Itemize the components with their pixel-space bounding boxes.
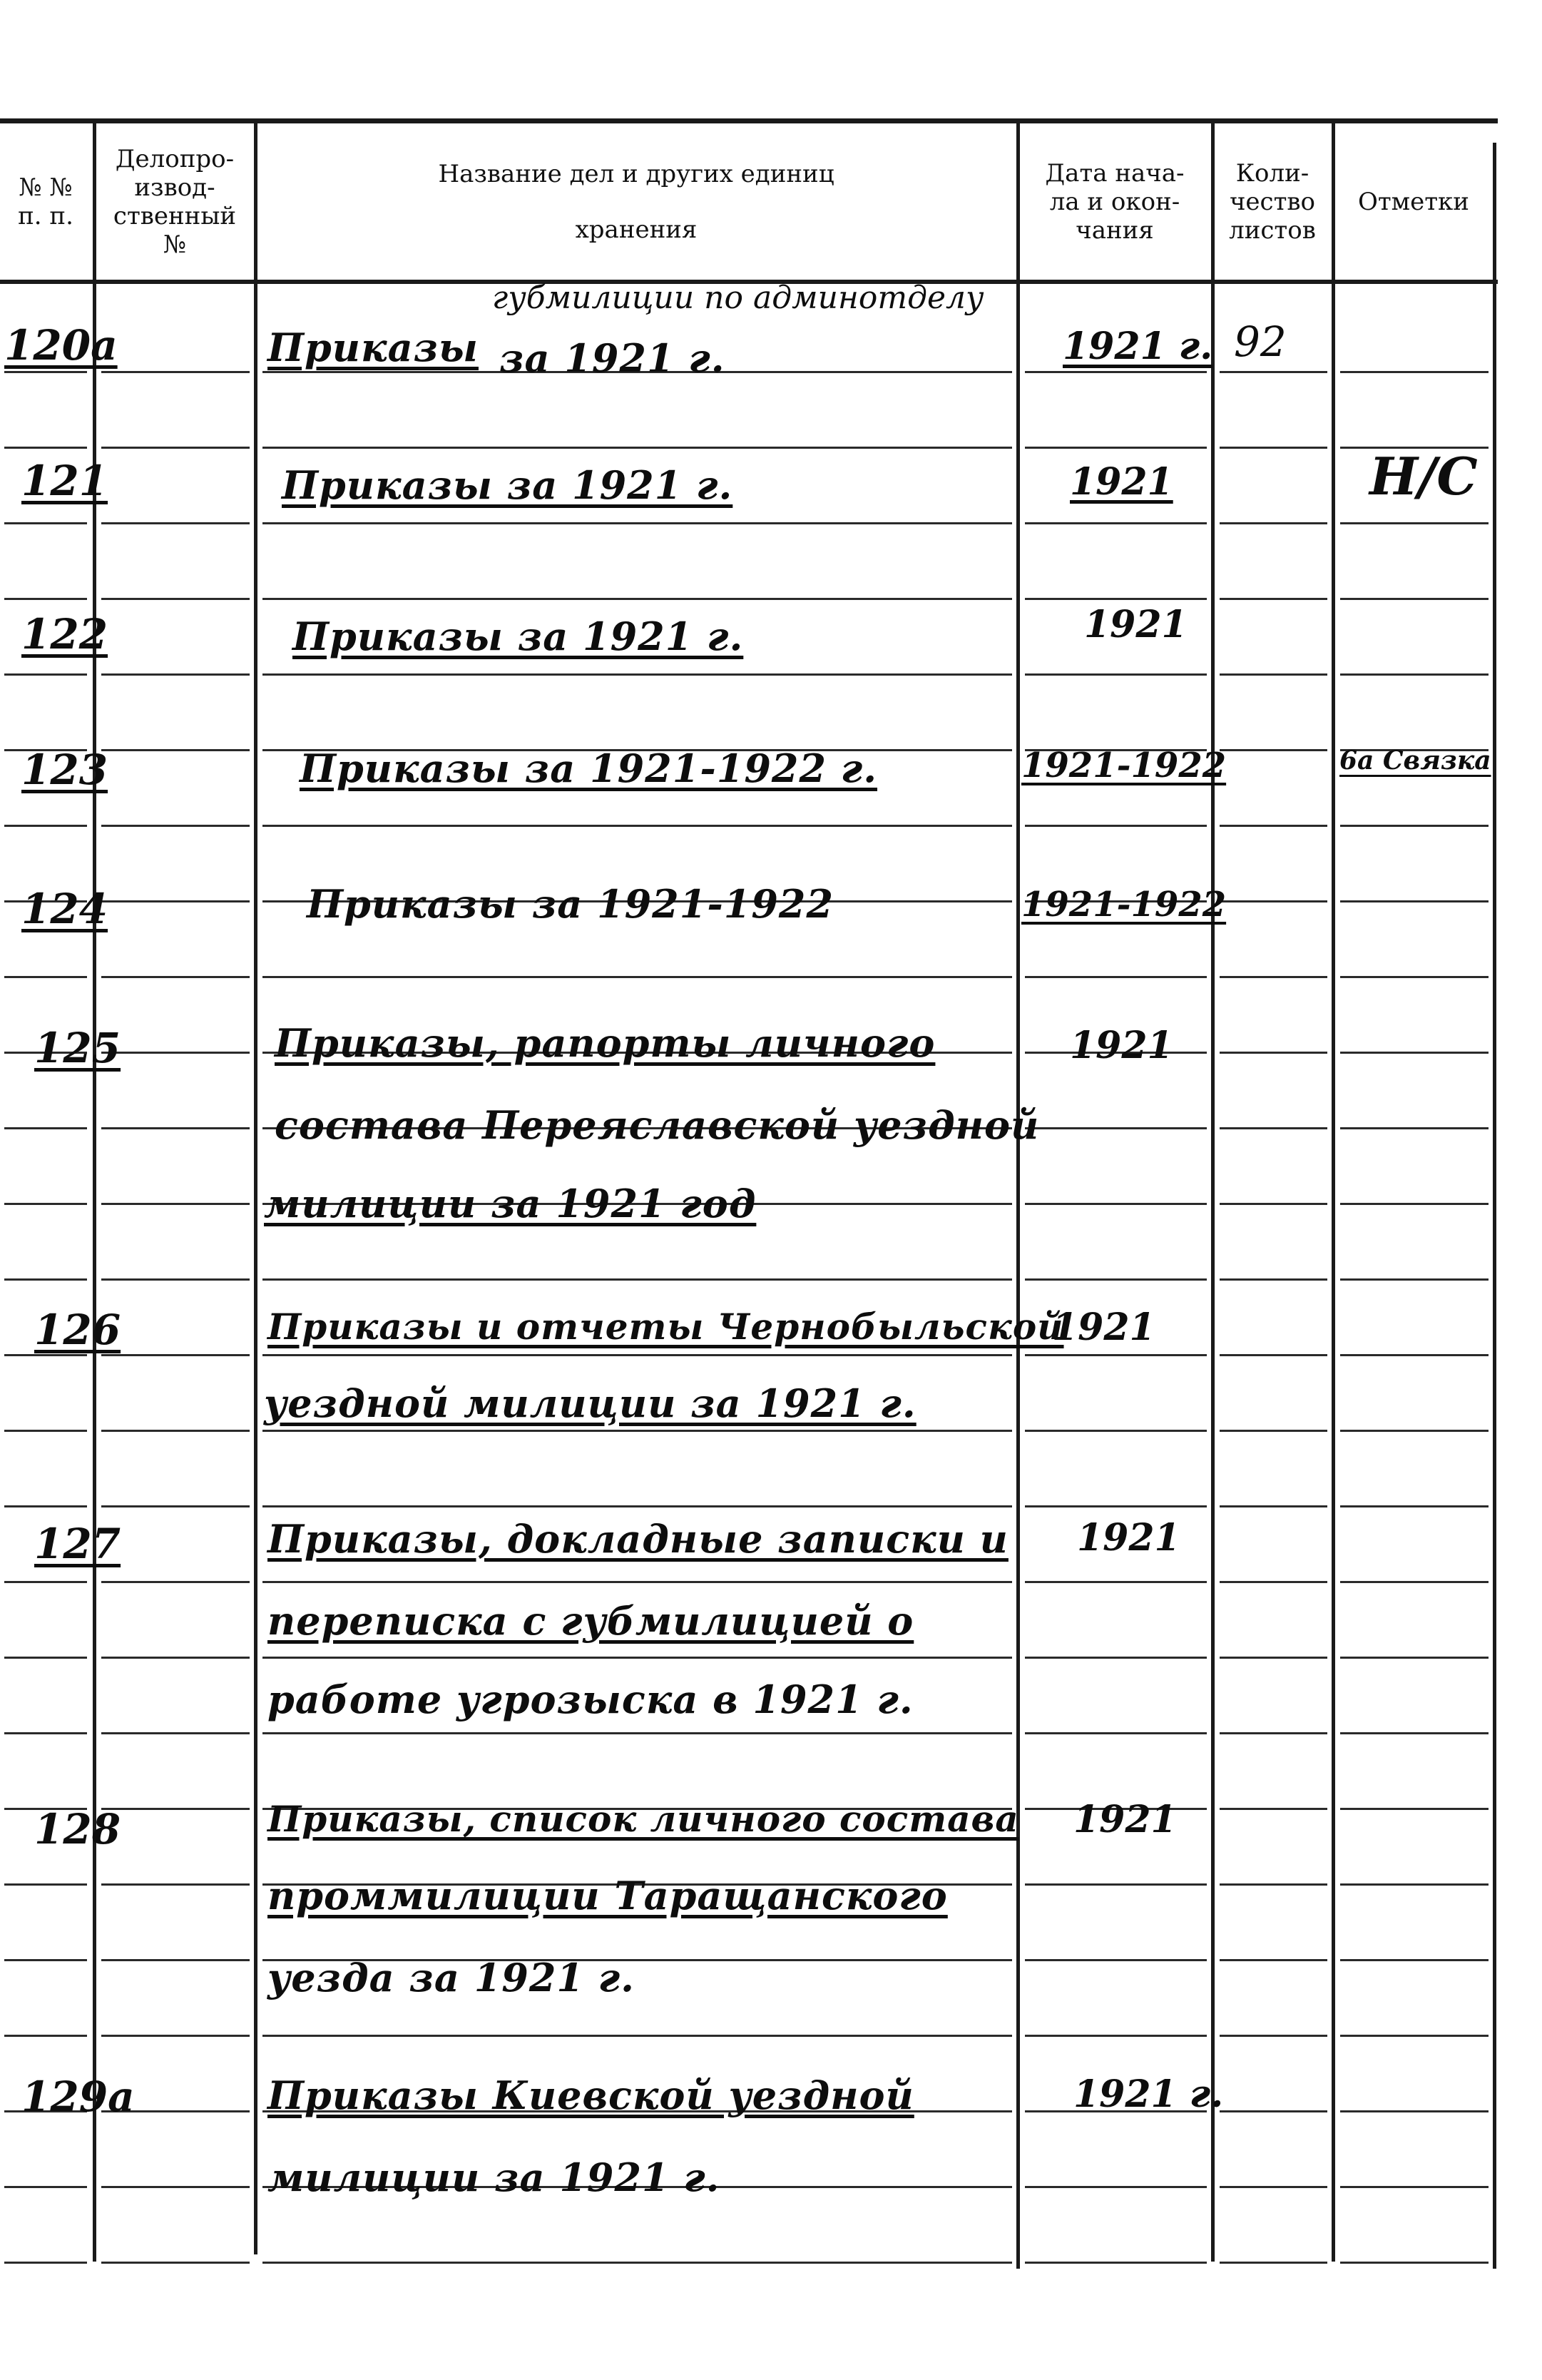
- ruled-line: [262, 976, 1012, 978]
- row-number: 128: [34, 1805, 121, 1853]
- ruled-line: [262, 2262, 1012, 2264]
- ruled-line: [101, 1883, 250, 1886]
- title-line: уездной милиции за 1921 г.: [264, 1380, 916, 1426]
- ruled-line: [1025, 1505, 1207, 1507]
- ruled-line: [4, 976, 87, 978]
- ruled-line: [262, 825, 1012, 827]
- header-title: [258, 127, 1014, 277]
- column-divider: [254, 121, 257, 2254]
- ruled-line: [262, 598, 1012, 600]
- ruled-line: [1025, 673, 1207, 676]
- ruled-line: [1220, 1430, 1327, 1432]
- title-line: Приказы и отчеты Чернобыльской: [267, 1306, 1064, 1348]
- date-range: 1921: [1077, 1516, 1180, 1560]
- title-line: уезда за 1921 г.: [267, 1955, 635, 2000]
- row-number: 123: [21, 746, 108, 794]
- ruled-line: [1220, 1354, 1327, 1356]
- ruled-line: [1340, 1732, 1489, 1734]
- ruled-line: [1340, 1052, 1489, 1054]
- ruled-line: [101, 2186, 250, 2188]
- ruled-line: [1220, 673, 1327, 676]
- ruled-line: [1340, 1203, 1489, 1205]
- ruled-line: [101, 2035, 250, 2037]
- ruled-line: [4, 2035, 87, 2037]
- ruled-line: [1340, 522, 1489, 524]
- ruled-line: [262, 1430, 1012, 1432]
- ruled-line: [4, 1883, 87, 1886]
- title-line: за 1921 г.: [499, 335, 725, 381]
- ruled-line: [1220, 1883, 1327, 1886]
- ruled-line: [101, 447, 250, 449]
- ruled-line: [4, 447, 87, 449]
- ruled-line: [1220, 1278, 1327, 1281]
- ruled-line: [101, 598, 250, 600]
- ruled-line: [1220, 598, 1327, 600]
- ruled-line: [4, 371, 87, 373]
- ruled-line: [4, 1581, 87, 1583]
- date-range: 1921-1922: [1021, 885, 1227, 925]
- ruled-line: [101, 673, 250, 676]
- ruled-line: [1220, 1657, 1327, 1659]
- ruled-line: [1340, 900, 1489, 902]
- ruled-line: [1025, 2262, 1207, 2264]
- ruled-line: [4, 1127, 87, 1129]
- column-divider: [93, 121, 96, 2262]
- ruled-line: [1340, 1354, 1489, 1356]
- ruled-line: [1340, 1505, 1489, 1507]
- row-number: 121: [21, 457, 108, 505]
- ruled-line: [101, 1052, 250, 1054]
- ruled-line: [1340, 825, 1489, 827]
- title-line: Приказы Киевской уездной: [267, 2073, 914, 2118]
- ruled-line: [1220, 976, 1327, 978]
- ruled-line: [4, 598, 87, 600]
- ruled-line: [101, 1505, 250, 1507]
- ruled-line: [1025, 1581, 1207, 1583]
- title-line: Приказы, рапорты личного: [275, 1020, 936, 1066]
- header-number: № № п. п.: [18, 173, 73, 230]
- ruled-line: [4, 825, 87, 827]
- date-range: 1921: [1070, 1024, 1173, 1067]
- ruled-line: [1025, 598, 1207, 600]
- date-range: 1921: [1052, 1306, 1155, 1349]
- ruled-line: [262, 1505, 1012, 1507]
- title-line: милиции за 1921 год: [264, 1181, 757, 1226]
- ruled-line: [1025, 1732, 1207, 1734]
- ruled-line: [1025, 1278, 1207, 1281]
- title-line: работе угрозыска в 1921 г.: [267, 1677, 914, 1722]
- ruled-line: [1220, 1581, 1327, 1583]
- ruled-line: [1220, 900, 1327, 902]
- ruled-line: [1025, 2035, 1207, 2037]
- ruled-line: [101, 1203, 250, 1205]
- title-line: состава Переяславской уездной: [275, 1102, 1040, 1148]
- ruled-line: [1025, 1883, 1207, 1886]
- date-range: 1921-1922: [1021, 746, 1227, 785]
- ruled-line: [1340, 2035, 1489, 2037]
- ruled-line: [1340, 1883, 1489, 1886]
- row-number: 129а: [21, 2073, 135, 2121]
- ruled-line: [1220, 2262, 1327, 2264]
- ruled-line: [1220, 371, 1327, 373]
- ruled-line: [1340, 1581, 1489, 1583]
- ruled-line: [1340, 2186, 1489, 2188]
- header-office-number: Делопро- извод- ственный №: [113, 145, 237, 259]
- note-mark: Н/С: [1369, 446, 1478, 507]
- ruled-line: [1025, 522, 1207, 524]
- ruled-line: [101, 900, 250, 902]
- header-title-line-2: хранения: [575, 215, 698, 244]
- ruled-line: [1025, 1203, 1207, 1205]
- date-range: 1921 г.: [1073, 2073, 1224, 2116]
- ruled-line: [4, 1278, 87, 1281]
- ruled-line: [101, 371, 250, 373]
- ruled-line: [1220, 1127, 1327, 1129]
- title-line: Приказы за 1921 г.: [292, 614, 744, 659]
- ruled-line: [4, 1203, 87, 1205]
- ruled-line: [4, 1354, 87, 1356]
- ruled-line: [4, 1505, 87, 1507]
- header-title-line-1: Название дел и других единиц: [438, 160, 834, 188]
- ruled-line: [4, 1732, 87, 1734]
- date-range: 1921 г.: [1063, 325, 1213, 368]
- ruled-line: [1220, 1505, 1327, 1507]
- ruled-line: [1220, 2035, 1327, 2037]
- title-line: милиции за 1921 г.: [267, 2155, 720, 2200]
- ruled-line: [101, 1959, 250, 1961]
- column-divider: [1332, 121, 1335, 2262]
- ruled-line: [1220, 1959, 1327, 1961]
- ruled-line: [1025, 1657, 1207, 1659]
- header-notes: Отметки: [1358, 188, 1469, 216]
- ruled-line: [262, 1278, 1012, 1281]
- column-divider: [1493, 143, 1496, 2269]
- ruled-line: [262, 1354, 1012, 1356]
- ruled-line: [1340, 1127, 1489, 1129]
- ruled-line: [101, 976, 250, 978]
- ruled-line: [262, 1732, 1012, 1734]
- ruled-line: [1340, 1657, 1489, 1659]
- table-top-rule: [0, 118, 1498, 123]
- ruled-line: [1025, 976, 1207, 978]
- ruled-line: [4, 673, 87, 676]
- ruled-line: [1340, 1430, 1489, 1432]
- ruled-line: [262, 673, 1012, 676]
- ruled-line: [101, 825, 250, 827]
- header-dates: Дата нача- ла и окон- чания: [1045, 159, 1185, 245]
- title-line: Приказы, докладные записки и: [267, 1516, 1009, 1562]
- ruled-line: [101, 522, 250, 524]
- ruled-line: [1025, 1127, 1207, 1129]
- ruled-line: [1220, 522, 1327, 524]
- ruled-line: [1220, 749, 1327, 751]
- ruled-line: [101, 2262, 250, 2264]
- ruled-line: [1340, 1808, 1489, 1810]
- date-range: 1921: [1070, 460, 1173, 504]
- title-line: Приказы, список личного состава: [267, 1798, 1019, 1840]
- title-line: Приказы за 1921-1922: [307, 881, 834, 927]
- ruled-line: [262, 522, 1012, 524]
- ruled-line: [101, 1354, 250, 1356]
- title-insert: губмилиции по админотделу: [492, 280, 984, 316]
- ruled-line: [262, 447, 1012, 449]
- ruled-line: [4, 1959, 87, 1961]
- ruled-line: [1220, 447, 1327, 449]
- ruled-line: [1220, 2110, 1327, 2112]
- title-line: переписка с губмилицией о: [267, 1598, 914, 1644]
- title-line: проммилиции Таращанского: [267, 1873, 948, 1918]
- ruled-line: [1025, 371, 1207, 373]
- row-number: 127: [34, 1520, 121, 1568]
- row-number: 126: [34, 1306, 121, 1354]
- ruled-line: [101, 1732, 250, 1734]
- ruled-line: [1220, 1052, 1327, 1054]
- ruled-line: [262, 2035, 1012, 2037]
- column-divider: [1211, 121, 1215, 2262]
- title-line: Приказы: [267, 325, 479, 370]
- ruled-line: [1340, 673, 1489, 676]
- ruled-line: [1340, 976, 1489, 978]
- title-line: Приказы за 1921-1922 г.: [300, 746, 878, 791]
- ruled-line: [1025, 2186, 1207, 2188]
- sheet-count: 92: [1234, 317, 1287, 366]
- date-range: 1921: [1073, 1798, 1177, 1841]
- ruled-line: [101, 749, 250, 751]
- ruled-line: [101, 1657, 250, 1659]
- ruled-line: [1220, 1808, 1327, 1810]
- ruled-line: [101, 1278, 250, 1281]
- row-number: 124: [21, 885, 108, 933]
- ruled-line: [1340, 598, 1489, 600]
- ruled-line: [1340, 371, 1489, 373]
- ruled-line: [4, 2262, 87, 2264]
- row-number: 122: [21, 610, 108, 658]
- ruled-line: [1025, 1959, 1207, 1961]
- ruled-line: [1025, 825, 1207, 827]
- ruled-line: [1340, 2110, 1489, 2112]
- ruled-line: [4, 522, 87, 524]
- ruled-line: [1220, 1203, 1327, 1205]
- column-divider: [1016, 121, 1020, 2269]
- note-mark: 6а Связка: [1339, 746, 1491, 775]
- ruled-line: [4, 1430, 87, 1432]
- ruled-line: [1220, 825, 1327, 827]
- ruled-line: [1340, 1959, 1489, 1961]
- title-line: Приказы за 1921 г.: [282, 462, 733, 508]
- ruled-line: [4, 1657, 87, 1659]
- header-sheet-count: Коли- чество листов: [1229, 159, 1316, 245]
- ruled-line: [101, 1581, 250, 1583]
- ruled-line: [262, 1657, 1012, 1659]
- ruled-line: [1025, 447, 1207, 449]
- row-number: 120а: [4, 321, 118, 370]
- ruled-line: [101, 1127, 250, 1129]
- ruled-line: [1025, 1430, 1207, 1432]
- ruled-line: [1220, 2186, 1327, 2188]
- ruled-line: [1340, 1278, 1489, 1281]
- ruled-line: [262, 1581, 1012, 1583]
- ruled-line: [4, 2186, 87, 2188]
- date-range: 1921: [1084, 603, 1188, 646]
- ruled-line: [101, 1430, 250, 1432]
- ruled-line: [101, 1808, 250, 1810]
- ruled-line: [1340, 2262, 1489, 2264]
- ruled-line: [1025, 1354, 1207, 1356]
- row-number: 125: [34, 1024, 121, 1072]
- ruled-line: [1220, 1732, 1327, 1734]
